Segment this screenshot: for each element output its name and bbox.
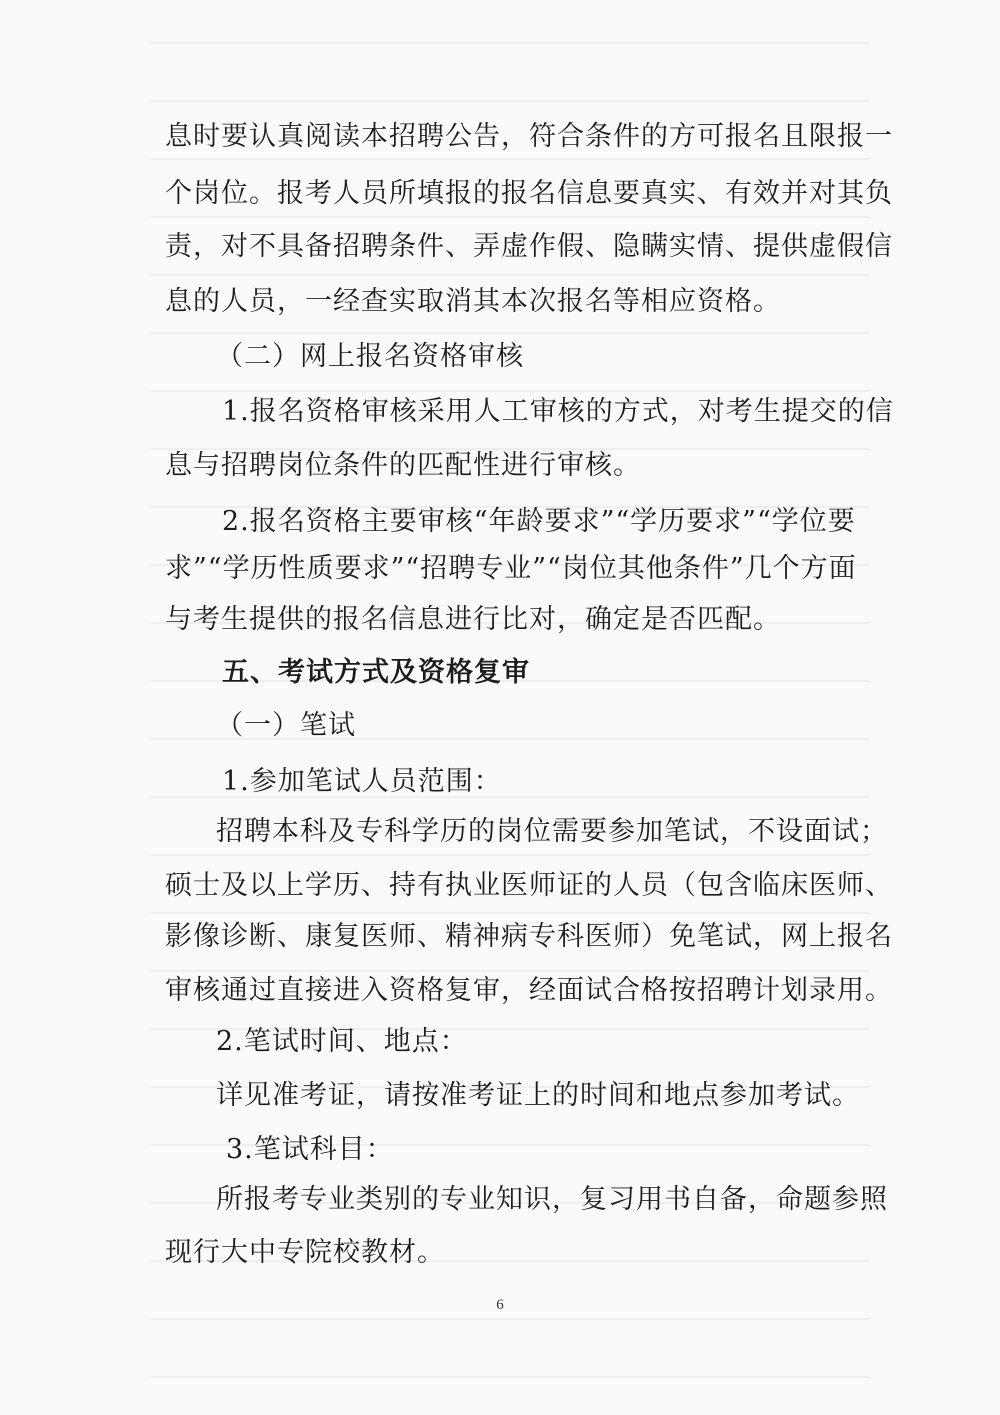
paragraph-line: 1.参加笔试人员范围：	[222, 766, 502, 797]
paragraph-line: 2.报名资格主要审核“年龄要求”“学历要求”“学位要	[222, 506, 856, 537]
paragraph-line: 个岗位。报考人员所填报的报名信息要真实、有效并对其负	[165, 178, 893, 209]
section-heading: （二）网上报名资格审核	[216, 341, 524, 372]
paragraph-line: 3.笔试科目：	[226, 1134, 394, 1165]
paragraph-line: 责，对不具备招聘条件、弄虚作假、隐瞒实情、提供虚假信	[165, 231, 893, 262]
paragraph-line: 硕士及以上学历、持有执业医师证的人员（包含临床医师、	[165, 870, 893, 901]
paragraph-line: 息时要认真阅读本招聘公告，符合条件的方可报名且限报一	[165, 121, 893, 152]
paragraph-line: 现行大中专院校教材。	[165, 1237, 445, 1268]
page-number: 6	[496, 1297, 504, 1313]
paragraph-line: 息的人员，一经查实取消其本次报名等相应资格。	[165, 286, 781, 317]
paragraph-line: 1.报名资格审核采用人工审核的方式，对考生提交的信	[222, 396, 894, 427]
paragraph-line: 2.笔试时间、地点：	[216, 1026, 468, 1057]
paragraph-line: 详见准考证，请按准考证上的时间和地点参加考试。	[216, 1080, 860, 1111]
paragraph-line: 审核通过直接进入资格复审，经面试合格按招聘计划录用。	[165, 975, 893, 1006]
section-heading: （一）笔试	[216, 710, 356, 741]
paragraph-line: 求”“学历性质要求”“招聘专业”“岗位其他条件”几个方面	[165, 553, 857, 584]
chapter-heading: 五、考试方式及资格复审	[222, 657, 530, 688]
paragraph-line: 影像诊断、康复医师、精神病专科医师）免笔试，网上报名	[165, 921, 893, 952]
paragraph-line: 与考生提供的报名信息进行比对，确定是否匹配。	[165, 604, 781, 635]
paragraph-line: 所报考专业类别的专业知识，复习用书自备，命题参照	[216, 1184, 888, 1215]
paragraph-line: 息与招聘岗位条件的匹配性进行审核。	[165, 450, 641, 481]
paragraph-line: 招聘本科及专科学历的岗位需要参加笔试，不设面试；	[216, 816, 888, 847]
